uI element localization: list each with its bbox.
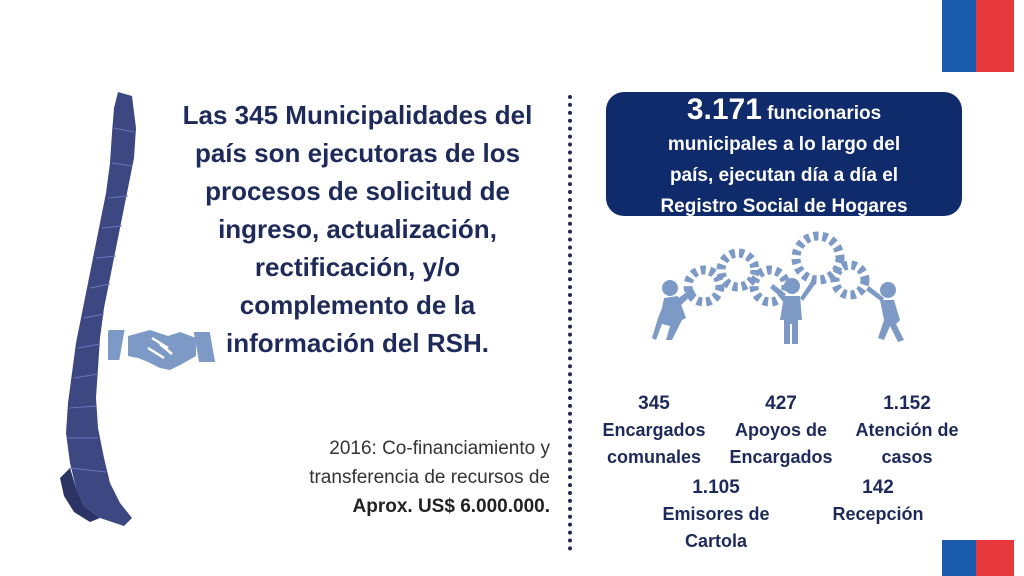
stat-emisores: [650, 474, 782, 555]
stat-label-2: Cartola: [684, 531, 747, 551]
stat-label-1: Atención de: [855, 420, 959, 440]
stat-number: 1.152: [883, 393, 931, 414]
stat-number: 1.105: [692, 477, 740, 498]
officials-count: 3.171: [686, 93, 762, 126]
banner-text-4: Registro Social de Hogares: [660, 196, 908, 216]
stat-label-2: comunales: [606, 447, 702, 467]
cofinancing-line-2: transferencia de recursos de: [309, 467, 550, 488]
cofinancing-line-1: 2016: Co-financiamiento y: [329, 438, 550, 459]
chile-map-icon: [40, 88, 150, 528]
stat-number: 142: [862, 477, 894, 498]
cofinancing-text: [220, 434, 550, 521]
stat-label-1: Encargados: [602, 420, 706, 440]
stat-recepcion: [818, 474, 938, 528]
banner-text-3: país, ejecutan día a día el: [669, 165, 899, 186]
stat-label-2: Encargados: [729, 447, 833, 467]
banner-text-1: funcionarios: [767, 103, 882, 124]
stat-apoyos: [722, 390, 840, 471]
stat-label-1: Emisores de: [662, 504, 770, 524]
stat-number: 427: [765, 393, 797, 414]
stat-atencion: [844, 390, 970, 471]
dotted-divider: [568, 95, 572, 551]
stat-label-2: casos: [881, 447, 933, 467]
officials-banner: [606, 92, 962, 216]
stat-number: 345: [638, 393, 670, 414]
cofinancing-amount: Aprox. US$ 6.000.000.: [352, 496, 550, 517]
stat-label-1: Recepción: [832, 504, 924, 524]
banner-text-2: municipales a lo largo del: [667, 134, 901, 155]
stat-label-1: Apoyos de: [734, 420, 827, 440]
flag-decoration-bottom: [942, 536, 1014, 576]
main-statement: Las 345 Municipalidades del país son ejecutoras de los procesos de solicitud de ingreso, actualización, rectificación, y/o complemento de la información del RSH.: [182, 100, 533, 358]
gears-people-icon: [652, 228, 922, 350]
flag-decoration-top: [942, 0, 1014, 72]
stat-encargados: [594, 390, 714, 471]
